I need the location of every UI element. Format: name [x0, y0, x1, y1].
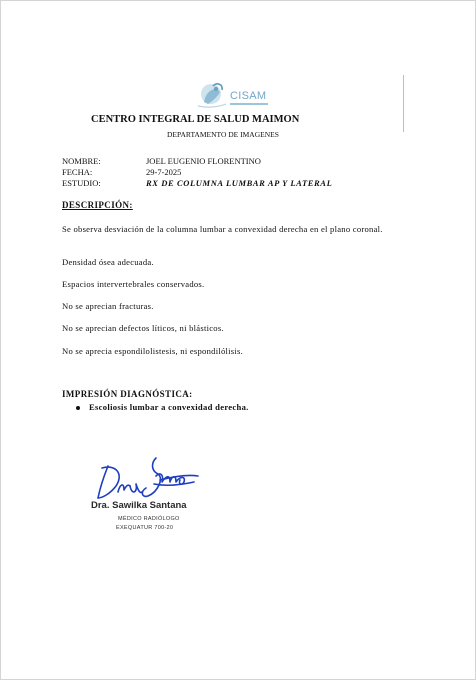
description-paragraph: No se aprecian fracturas.: [62, 301, 154, 311]
bullet-icon: [76, 406, 80, 410]
logo-underline: [230, 103, 268, 105]
department-title: DEPARTAMENTO DE IMAGENES: [167, 130, 279, 139]
study-label: ESTUDIO:: [62, 178, 101, 188]
organization-title: CENTRO INTEGRAL DE SALUD MAIMON: [91, 114, 300, 125]
impression-item-text: Escoliosis lumbar a convexidad derecha.: [89, 402, 249, 412]
handwritten-signature: [94, 452, 200, 504]
study-value: RX DE COLUMNA LUMBAR AP Y LATERAL: [146, 178, 333, 188]
description-paragraph: Espacios intervertebrales conservados.: [62, 279, 205, 289]
description-paragraph: No se aprecian defectos líticos, ni blásticos.: [62, 323, 224, 333]
impression-heading: IMPRESIÓN DIAGNÓSTICA:: [62, 389, 193, 399]
date-value: 29-7-2025: [146, 167, 182, 177]
signer-name: Dra. Sawilka Santana: [91, 500, 187, 511]
signer-exequatur: EXEQUATUR 700-20: [116, 525, 174, 531]
description-paragraph: Se observa desviación de la columna lumbar a convexidad derecha en el plano coronal.: [62, 224, 383, 234]
signer-role: MÉDICO RADIÓLOGO: [118, 516, 180, 522]
description-paragraph: No se aprecia espondilolistesis, ni espondilólisis.: [62, 346, 244, 356]
description-paragraph: Densidad ósea adecuada.: [62, 257, 154, 267]
description-heading: DESCRIPCIÓN:: [62, 200, 133, 210]
header-divider: [403, 75, 404, 132]
impression-item: [76, 402, 249, 412]
logo-text: CISAM: [230, 90, 267, 102]
name-label: NOMBRE:: [62, 156, 101, 166]
name-value: JOEL EUGENIO FLORENTINO: [146, 156, 261, 166]
date-label: FECHA:: [62, 167, 93, 177]
